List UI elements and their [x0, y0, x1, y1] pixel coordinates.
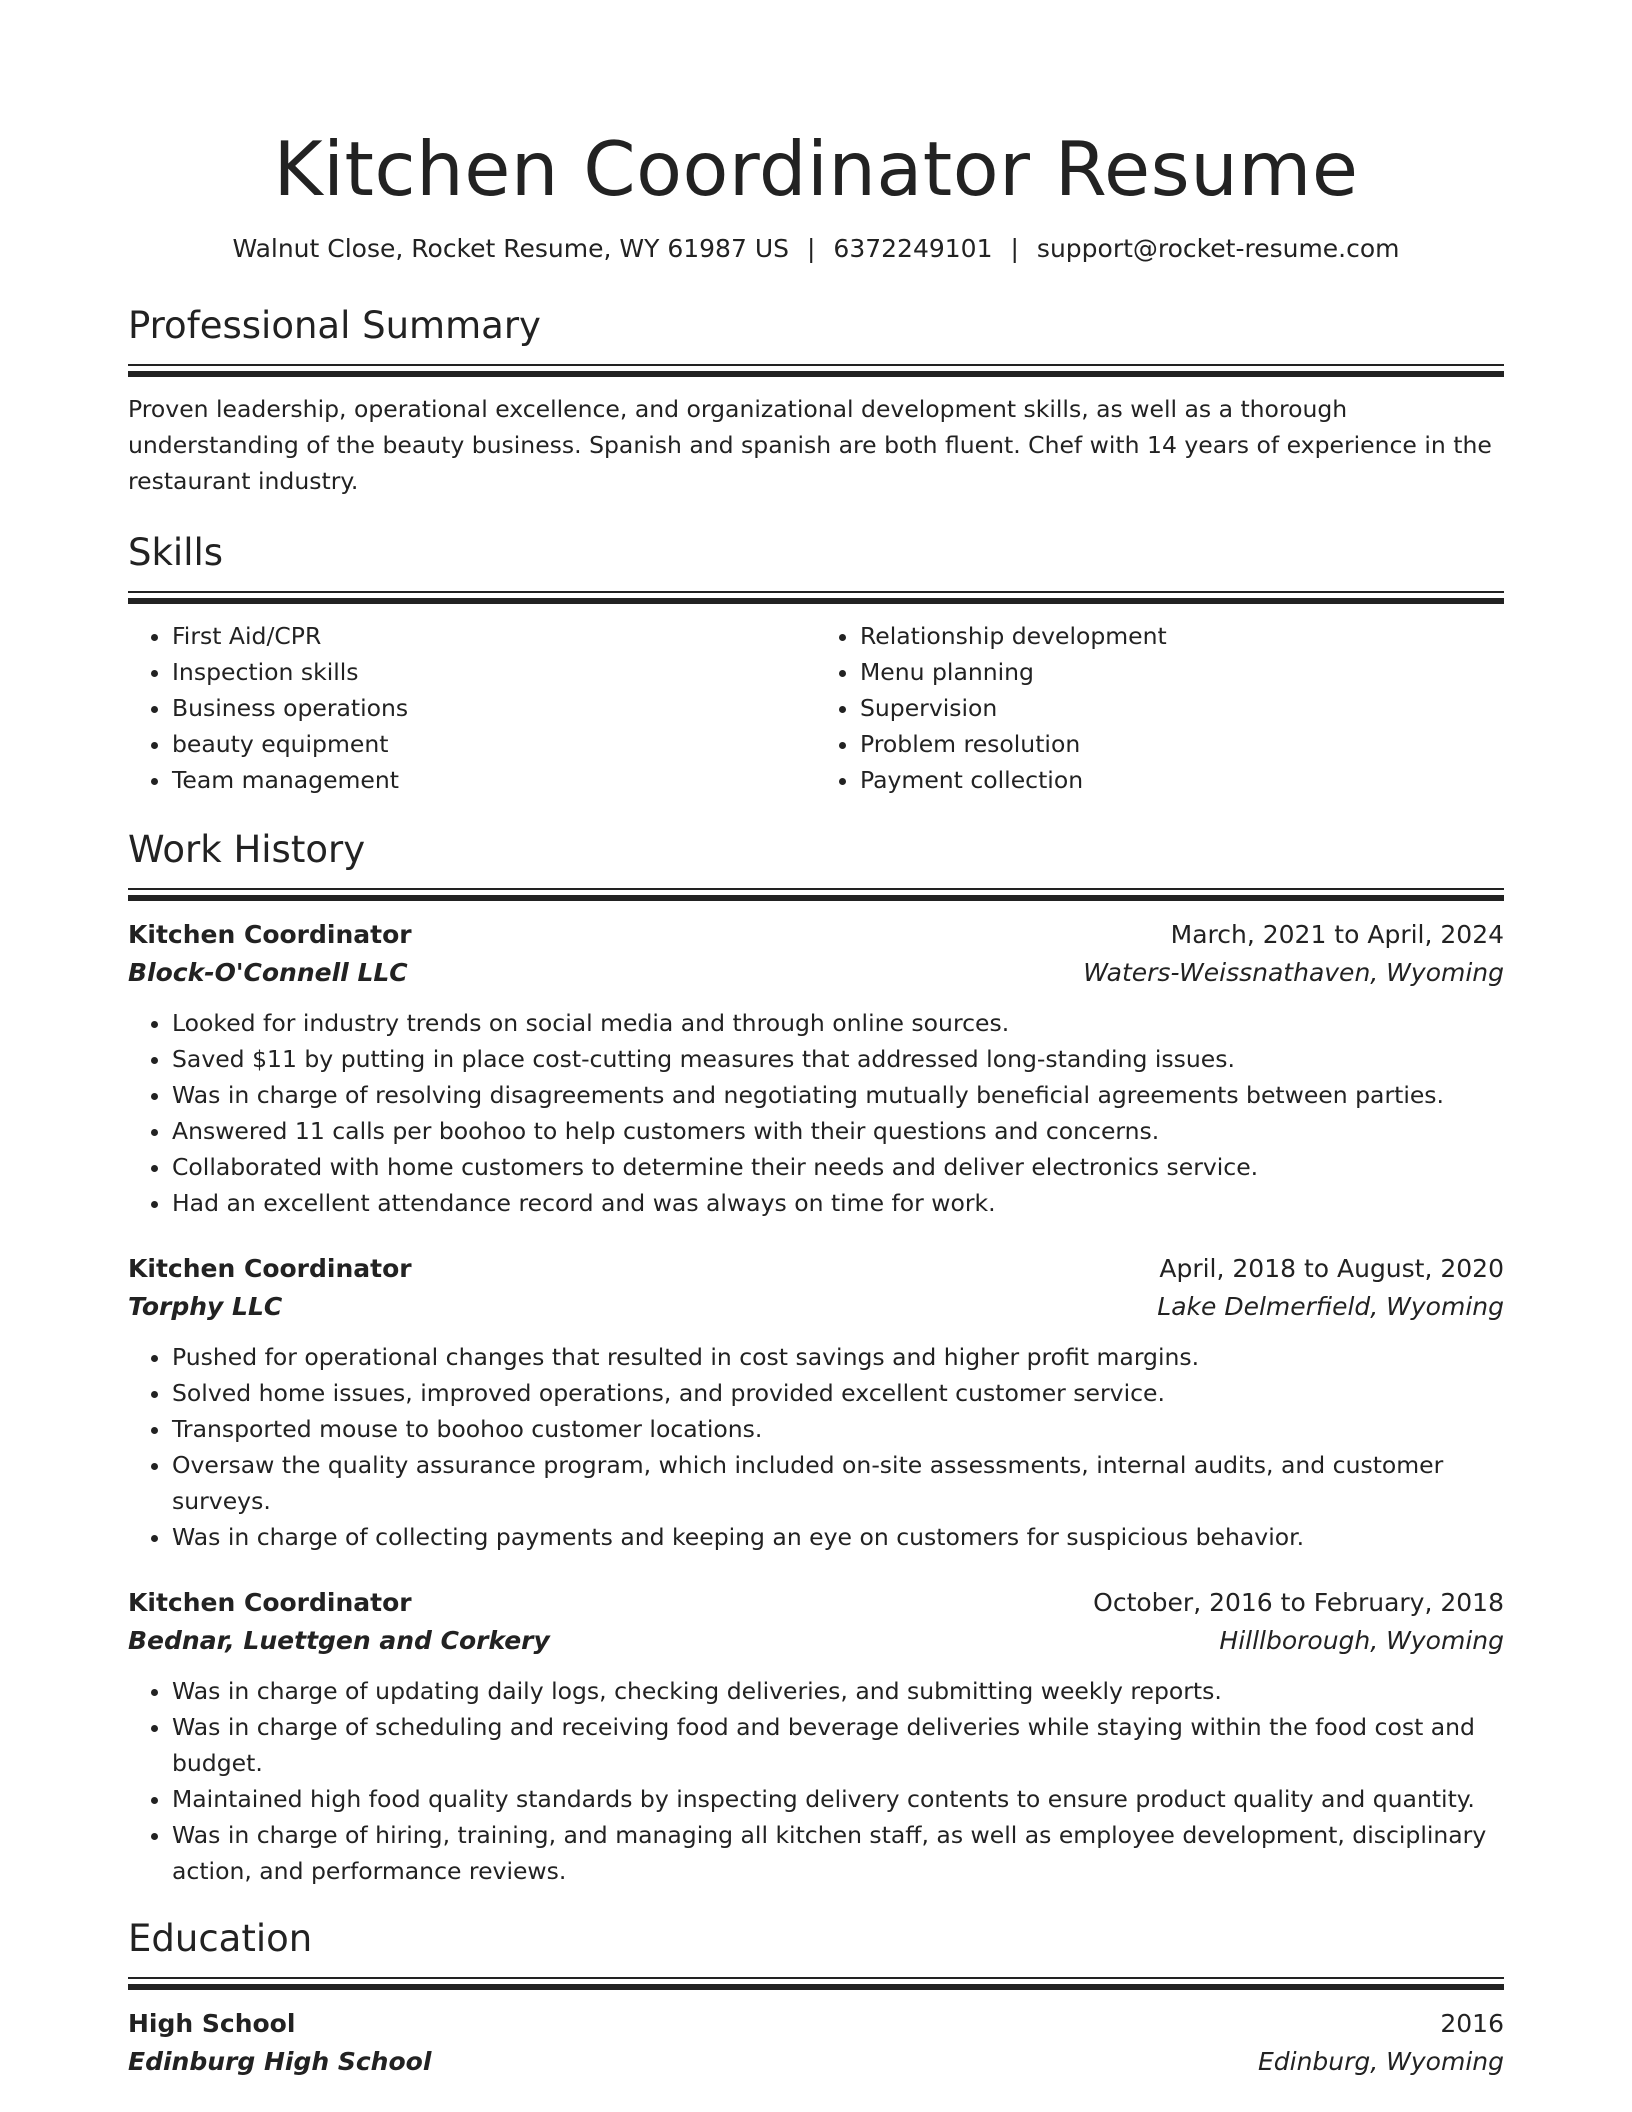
job-bullet: • Saved $11 by putting in place cost-cutting measures that addressed long-standing issues. — [172, 1041, 1504, 1077]
job-bullet: • Answered 11 calls per boohoo to help customers with their questions and concerns. — [172, 1113, 1504, 1149]
job-entry — [128, 1251, 1504, 1555]
skill-item: • First Aid/CPR — [172, 618, 816, 654]
skills-heading: Skills — [128, 531, 224, 574]
education-degree: High School — [128, 2009, 296, 2038]
skills-columns — [128, 618, 1504, 798]
education-year: 2016 — [1440, 2009, 1504, 2038]
job-company: Torphy LLC — [128, 1292, 283, 1321]
job-bullet: • Pushed for operational changes that resulted in cost savings and higher profit margins. — [172, 1339, 1504, 1375]
job-subheader — [128, 1287, 1504, 1327]
education-school: Edinburg High School — [128, 2047, 432, 2076]
education-location: Edinburg, Wyoming — [1257, 2047, 1504, 2076]
job-company: Bednar, Luettgen and Corkery — [128, 1626, 550, 1655]
job-bullet: • Collaborated with home customers to determine their needs and deliver electronics service. — [172, 1149, 1504, 1185]
job-bullet: • Was in charge of hiring, training, and managing all kitchen staff, as well as employee development, disciplinary action, and performance reviews. — [172, 1817, 1504, 1889]
skill-item: • Payment collection — [860, 762, 1504, 798]
contact-phone: 6372249101 — [833, 234, 993, 263]
work-section — [128, 826, 1504, 1889]
job-title: Kitchen Coordinator — [128, 1588, 412, 1617]
education-entry — [128, 2006, 1504, 2082]
section-divider — [128, 591, 1504, 604]
job-subheader — [128, 953, 1504, 993]
education-subheader — [128, 2042, 1504, 2082]
skill-item: • Business operations — [172, 690, 816, 726]
contact-address: Walnut Close, Rocket Resume, WY 61987 US — [232, 234, 789, 263]
contact-email: support@rocket-resume.com — [1036, 234, 1400, 263]
skill-item: • Menu planning — [860, 654, 1504, 690]
job-bullet: • Looked for industry trends on social media and through online sources. — [172, 1005, 1504, 1041]
job-header — [128, 1585, 1504, 1621]
section-divider — [128, 1977, 1504, 1990]
job-bullet: • Had an excellent attendance record and was always on time for work. — [172, 1185, 1504, 1221]
job-bullet: • Transported mouse to boohoo customer locations. — [172, 1411, 1504, 1447]
job-entry — [128, 917, 1504, 1221]
skill-item: • Team management — [172, 762, 816, 798]
job-dates: October, 2016 to February, 2018 — [1093, 1588, 1504, 1617]
job-bullet: • Was in charge of updating daily logs, checking deliveries, and submitting weekly reports. — [172, 1673, 1504, 1709]
job-bullet: • Was in charge of collecting payments and keeping an eye on customers for suspicious behavior. — [172, 1519, 1504, 1555]
resume-title: Kitchen Coordinator Resume — [273, 125, 1359, 213]
job-location: Lake Delmerfield, Wyoming — [1157, 1292, 1504, 1321]
education-section — [128, 1915, 1504, 2082]
job-dates: April, 2018 to August, 2020 — [1159, 1254, 1504, 1283]
education-heading: Education — [128, 1917, 313, 1960]
contact-separator: | — [806, 234, 816, 263]
summary-section — [128, 302, 1504, 499]
skill-item: • Relationship development — [860, 618, 1504, 654]
contact-separator: | — [1010, 234, 1019, 263]
job-header — [128, 917, 1504, 953]
work-heading: Work History — [128, 828, 366, 871]
job-subheader — [128, 1621, 1504, 1661]
job-bullet: • Oversaw the quality assurance program, which included on-site assessments, internal audits, and customer surveys. — [172, 1447, 1504, 1519]
job-dates: March, 2021 to April, 2024 — [1170, 920, 1504, 949]
education-header — [128, 2006, 1504, 2042]
summary-heading: Professional Summary — [128, 304, 541, 347]
skill-item: • Inspection skills — [172, 654, 816, 690]
job-entry — [128, 1585, 1504, 1889]
job-bullets — [128, 1339, 1504, 1555]
section-divider — [128, 364, 1504, 377]
job-bullet: • Solved home issues, improved operations, and provided excellent customer service. — [172, 1375, 1504, 1411]
contact-line — [128, 232, 1504, 266]
resume-page — [128, 0, 1504, 2082]
skill-item: • beauty equipment — [172, 726, 816, 762]
job-bullets — [128, 1673, 1504, 1889]
job-location: Waters-Weissnathaven, Wyoming — [1083, 958, 1504, 987]
skills-right-list — [816, 618, 1504, 798]
job-bullet: • Was in charge of resolving disagreements and negotiating mutually beneficial agreements between parties. — [172, 1077, 1504, 1113]
skills-left-list — [128, 618, 816, 798]
job-header — [128, 1251, 1504, 1287]
job-title: Kitchen Coordinator — [128, 920, 412, 949]
job-bullet: • Was in charge of scheduling and receiving food and beverage deliveries while staying within the food cost and budget. — [172, 1709, 1504, 1781]
job-company: Block-O'Connell LLC — [128, 958, 408, 987]
summary-text: Proven leadership, operational excellence, and organizational development skills, as well as a thorough understanding of the beauty business. Spanish and spanish are both fluent. Chef with 14 years of experience in the restaurant industry. — [128, 395, 1492, 495]
skill-item: • Problem resolution — [860, 726, 1504, 762]
section-divider — [128, 888, 1504, 901]
skills-section — [128, 529, 1504, 798]
job-location: Hilllborough, Wyoming — [1219, 1626, 1504, 1655]
job-bullets — [128, 1005, 1504, 1221]
job-bullet: • Maintained high food quality standards by inspecting delivery contents to ensure product quality and quantity. — [172, 1781, 1504, 1817]
job-title: Kitchen Coordinator — [128, 1254, 412, 1283]
skill-item: • Supervision — [860, 690, 1504, 726]
